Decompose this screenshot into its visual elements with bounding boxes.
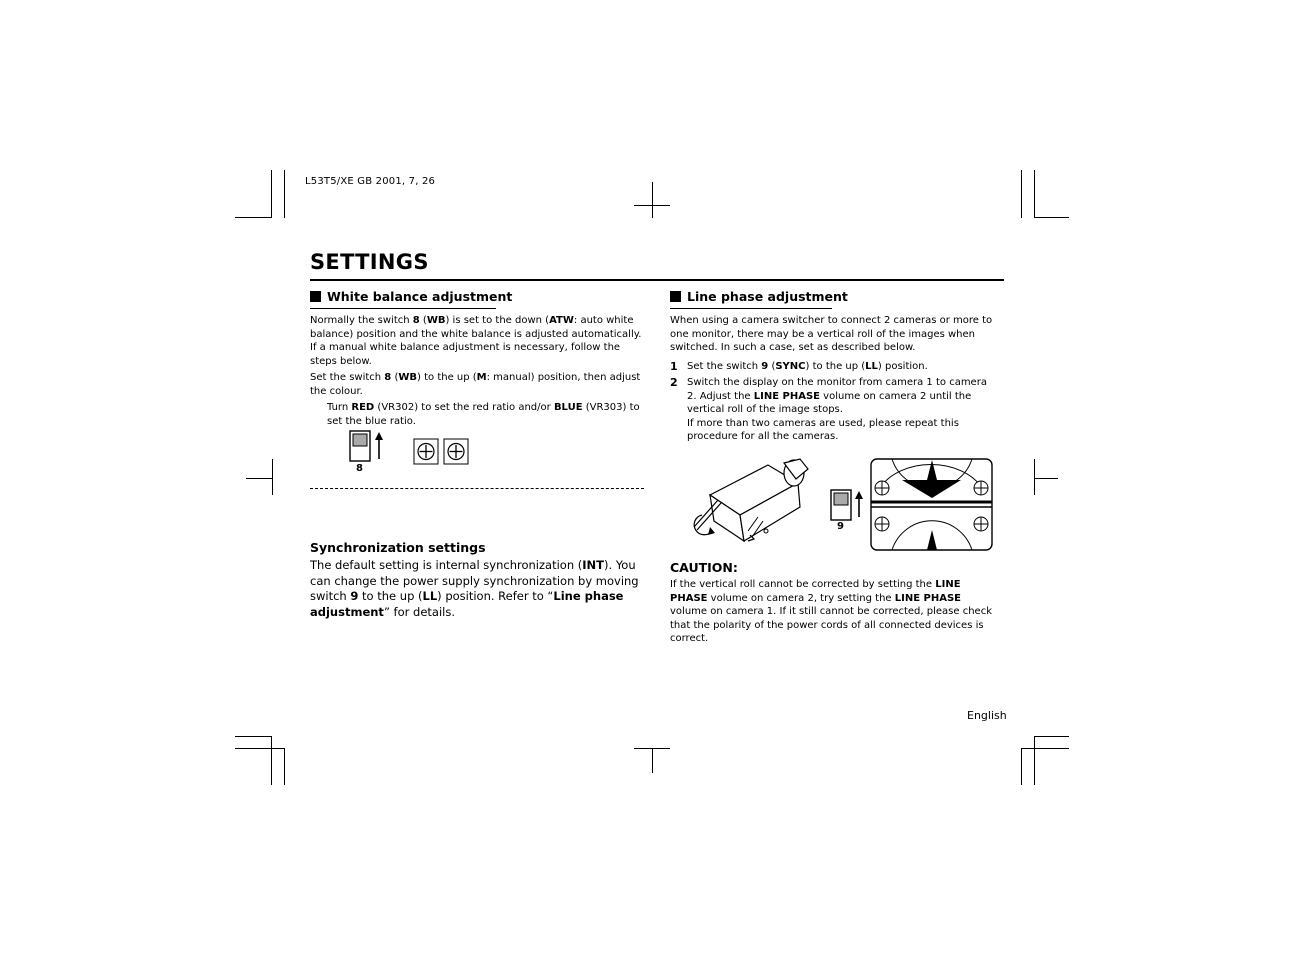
line-phase-text [670, 314, 998, 447]
caution-heading: CAUTION: [670, 560, 738, 575]
square-bullet-icon [310, 291, 321, 302]
wb-paragraph-3: Turn RED (VR302) to set the red ratio and/or BLUE (VR303) to set the blue ratio. [327, 402, 640, 427]
camera-illustration [688, 455, 818, 547]
white-balance-heading: White balance adjustment [310, 289, 512, 304]
line-phase-intro: When using a camera switcher to connect 2 cameras or more to one monitor, there may be a vertical roll of the images when switched. In such a case, set as described below. [670, 315, 993, 353]
wb-paragraph-1: Normally the switch 8 (WB) is set to the down (ATW: auto white balance) position and the white balance is adjusted automatically. If a manual white balance adjustment is necessary, follow the steps below. [310, 315, 642, 367]
sync-text: The default setting is internal synchronization (INT). You can change the power supply synchronization by moving switch 9 to the up (LL) position. Refer to “Line phase adjustment” for details. [310, 558, 639, 619]
line-phase-heading: Line phase adjustment [670, 289, 848, 304]
monitor-test-pattern-illustration [870, 458, 993, 551]
square-bullet-icon [670, 291, 681, 302]
step-1: 1 Set the switch 9 (SYNC) to the up (LL) position. [670, 359, 928, 373]
caution-text: If the vertical roll cannot be corrected by setting the LINE PHASE volume on camera 2, try setting the LINE PHASE volume on camera 1. If it still cannot be corrected, please check that the polarity of the power cords of all connected devices is correct. [670, 579, 992, 644]
switch-9-label: 9 [837, 521, 844, 532]
page-title: SETTINGS [310, 250, 429, 274]
document-code: L53T5/XE GB 2001, 7, 26 [305, 176, 436, 187]
switch-8-label: 8 [356, 463, 363, 474]
sync-heading: Synchronization settings [310, 540, 486, 555]
step-2: 2 Switch the display on the monitor from camera 1 to camera 2. Adjust the LINE PHASE volume on camera 2 until the vertical roll of the image stops. If more than two cameras are used, please repeat this procedure for all the cameras. [670, 376, 987, 442]
dashed-separator [310, 488, 644, 489]
switch-9-illustration [829, 488, 869, 524]
heading-underline [670, 308, 832, 309]
red-volume-icon [414, 439, 438, 464]
white-balance-text [310, 314, 646, 431]
blue-volume-icon [444, 439, 468, 464]
language-label: English [967, 709, 1007, 722]
title-rule [310, 279, 1004, 281]
switch-8-illustration [348, 429, 388, 465]
volume-knobs-illustration [413, 438, 469, 466]
heading-underline [310, 308, 496, 309]
wb-paragraph-2: Set the switch 8 (WB) to the up (M: manual) position, then adjust the colour. [310, 372, 641, 397]
